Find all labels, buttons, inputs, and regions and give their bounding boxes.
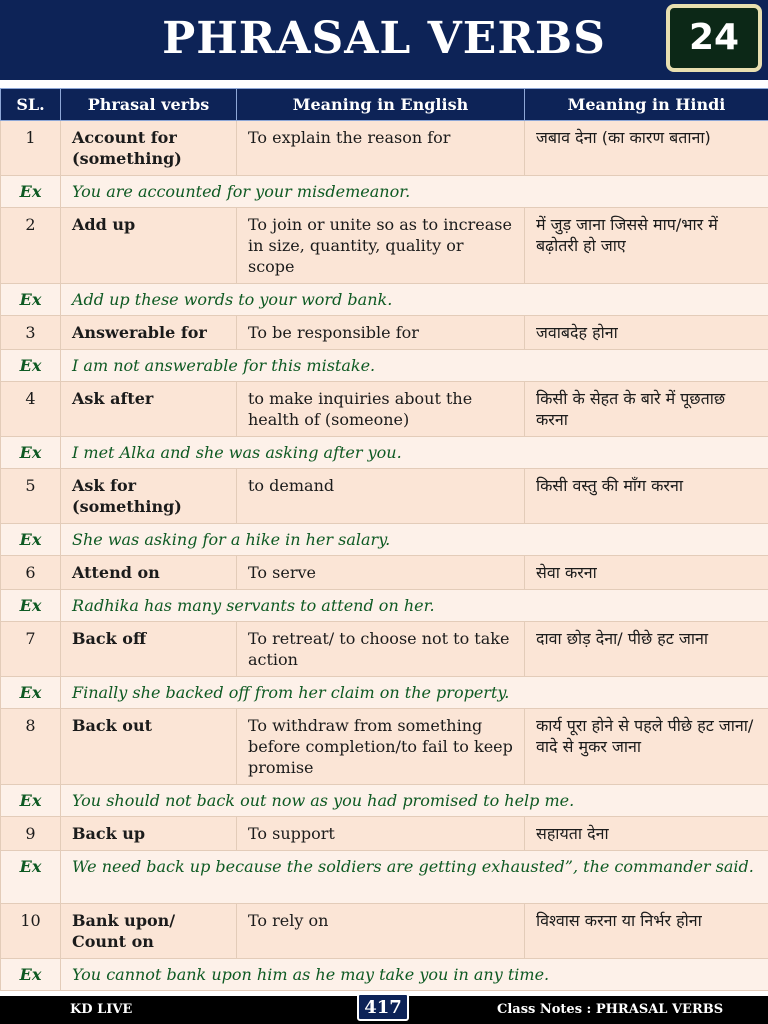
phrasal-verb-cell: Add up xyxy=(61,208,237,284)
meaning-hindi-cell: जवाबदेह होना xyxy=(525,316,768,350)
table-row xyxy=(1,382,768,437)
example-label: Ex xyxy=(1,437,61,469)
sl-cell: 7 xyxy=(1,622,61,677)
example-row xyxy=(1,284,768,316)
example-label: Ex xyxy=(1,524,61,556)
example-label: Ex xyxy=(1,176,61,208)
example-row xyxy=(1,677,768,709)
page-title: PHRASAL VERBS xyxy=(162,13,606,64)
example-sentence: I am not answerable for this mistake. xyxy=(61,350,768,382)
footer-bar xyxy=(0,996,768,1024)
table-row xyxy=(1,817,768,851)
example-sentence: Finally she backed off from her claim on the property. xyxy=(61,677,768,709)
phrasal-verb-cell: Bank upon/ Count on xyxy=(61,904,237,959)
meaning-english-cell: To explain the reason for xyxy=(237,121,525,176)
sl-cell: 1 xyxy=(1,121,61,176)
table-row xyxy=(1,469,768,524)
footer-class-notes: Class Notes : PHRASAL VERBS xyxy=(497,1002,724,1017)
meaning-english-cell: To withdraw from something before completion/to fail to keep promise xyxy=(237,709,525,785)
sl-cell: 4 xyxy=(1,382,61,437)
meaning-hindi-cell: जबाव देना (का कारण बताना) xyxy=(525,121,768,176)
example-label: Ex xyxy=(1,959,61,991)
phrasal-verb-cell: Back up xyxy=(61,817,237,851)
phrasal-verbs-table-wrapper xyxy=(0,88,768,991)
example-row xyxy=(1,524,768,556)
meaning-english-cell: To support xyxy=(237,817,525,851)
column-header-meaning-english: Meaning in English xyxy=(237,89,525,121)
footer-brand: KD LIVE xyxy=(70,1002,133,1017)
example-sentence: Add up these words to your word bank. xyxy=(61,284,768,316)
meaning-hindi-cell: दावा छोड़ देना/ पीछे हट जाना xyxy=(525,622,768,677)
example-sentence: You are accounted for your misdemeanor. xyxy=(61,176,768,208)
example-row xyxy=(1,851,768,904)
table-row xyxy=(1,316,768,350)
column-header-phrasal-verbs: Phrasal verbs xyxy=(61,89,237,121)
sl-cell: 2 xyxy=(1,208,61,284)
phrasal-verb-cell: Ask after xyxy=(61,382,237,437)
example-row xyxy=(1,959,768,991)
sl-cell: 10 xyxy=(1,904,61,959)
table-row xyxy=(1,904,768,959)
example-sentence: Radhika has many servants to attend on her. xyxy=(61,590,768,622)
example-sentence: I met Alka and she was asking after you. xyxy=(61,437,768,469)
example-row xyxy=(1,437,768,469)
example-sentence: You should not back out now as you had promised to help me. xyxy=(61,785,768,817)
phrasal-verbs-table xyxy=(0,88,768,991)
example-label: Ex xyxy=(1,350,61,382)
meaning-english-cell: To be responsible for xyxy=(237,316,525,350)
meaning-english-cell: To retreat/ to choose not to take action xyxy=(237,622,525,677)
phrasal-verb-cell: Attend on xyxy=(61,556,237,590)
meaning-english-cell: to make inquiries about the health of (someone) xyxy=(237,382,525,437)
meaning-hindi-cell: सेवा करना xyxy=(525,556,768,590)
phrasal-verb-cell: Ask for (something) xyxy=(61,469,237,524)
sl-cell: 9 xyxy=(1,817,61,851)
example-sentence: We need back up because the soldiers are getting exhausted”, the commander said. xyxy=(61,851,768,904)
table-header-row xyxy=(1,89,768,121)
example-row xyxy=(1,176,768,208)
example-row xyxy=(1,350,768,382)
example-label: Ex xyxy=(1,590,61,622)
example-row xyxy=(1,785,768,817)
page-number: 417 xyxy=(357,993,409,1021)
table-body xyxy=(1,121,768,991)
meaning-hindi-cell: किसी वस्तु की माँग करना xyxy=(525,469,768,524)
phrasal-verb-cell: Back off xyxy=(61,622,237,677)
phrasal-verb-cell: Account for (something) xyxy=(61,121,237,176)
sl-cell: 6 xyxy=(1,556,61,590)
example-sentence: You cannot bank upon him as he may take you in any time. xyxy=(61,959,768,991)
meaning-hindi-cell: कार्य पूरा होने से पहले पीछे हट जाना/ वादे से मुकर जाना xyxy=(525,709,768,785)
meaning-hindi-cell: विश्वास करना या निर्भर होना xyxy=(525,904,768,959)
table-row xyxy=(1,709,768,785)
example-label: Ex xyxy=(1,677,61,709)
column-header-meaning-hindi: Meaning in Hindi xyxy=(525,89,768,121)
phrasal-verb-cell: Back out xyxy=(61,709,237,785)
column-header-sl: SL. xyxy=(1,89,61,121)
table-row xyxy=(1,208,768,284)
example-row xyxy=(1,590,768,622)
table-row xyxy=(1,622,768,677)
example-label: Ex xyxy=(1,851,61,904)
example-label: Ex xyxy=(1,785,61,817)
meaning-english-cell: To rely on xyxy=(237,904,525,959)
meaning-hindi-cell: किसी के सेहत के बारे में पूछताछ करना xyxy=(525,382,768,437)
sl-cell: 8 xyxy=(1,709,61,785)
chapter-badge: 24 xyxy=(666,4,762,72)
meaning-hindi-cell: सहायता देना xyxy=(525,817,768,851)
example-sentence: She was asking for a hike in her salary. xyxy=(61,524,768,556)
meaning-english-cell: To join or unite so as to increase in size, quantity, quality or scope xyxy=(237,208,525,284)
phrasal-verb-cell: Answerable for xyxy=(61,316,237,350)
meaning-english-cell: To serve xyxy=(237,556,525,590)
table-row xyxy=(1,121,768,176)
meaning-hindi-cell: में जुड़ जाना जिससे माप/भार में बढ़ोतरी हो जाए xyxy=(525,208,768,284)
sl-cell: 5 xyxy=(1,469,61,524)
meaning-english-cell: to demand xyxy=(237,469,525,524)
example-label: Ex xyxy=(1,284,61,316)
table-row xyxy=(1,556,768,590)
sl-cell: 3 xyxy=(1,316,61,350)
